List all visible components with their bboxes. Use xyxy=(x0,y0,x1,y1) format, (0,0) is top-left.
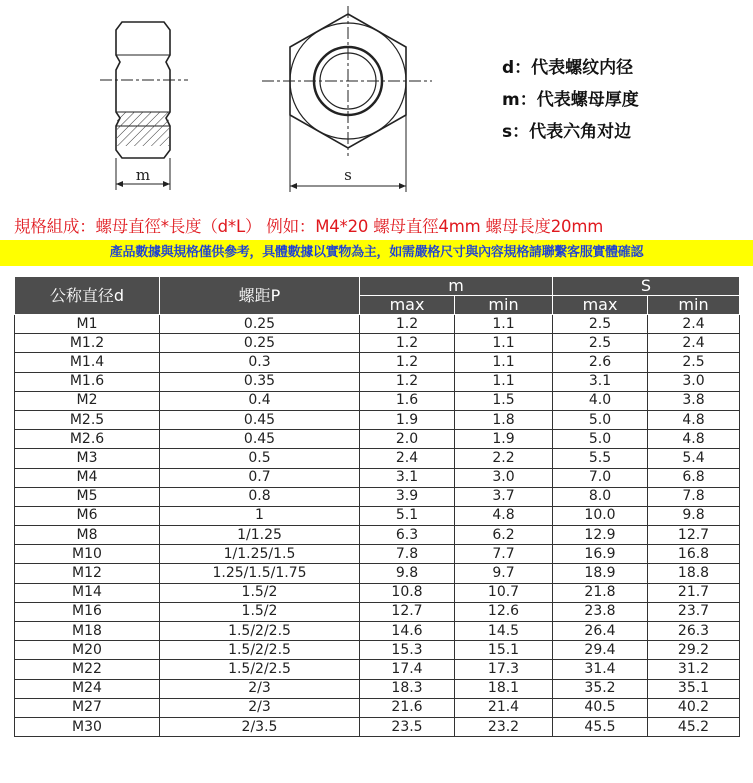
cell-diameter: M6 xyxy=(15,506,160,525)
table-row xyxy=(15,430,740,449)
cell-diameter: M3 xyxy=(15,449,160,468)
cell-pitch: 0.45 xyxy=(160,410,360,429)
cell-s-min: 26.3 xyxy=(648,622,740,641)
cell-s-min: 21.7 xyxy=(648,583,740,602)
cell-m-min: 1.1 xyxy=(455,334,553,353)
spec-table xyxy=(14,276,740,737)
header-s-max: max xyxy=(553,296,648,315)
cell-m-max: 10.8 xyxy=(360,583,455,602)
table-row xyxy=(15,506,740,525)
cell-diameter: M2.6 xyxy=(15,430,160,449)
cell-m-min: 17.3 xyxy=(455,660,553,679)
cell-s-min: 45.2 xyxy=(648,717,740,736)
cell-s-max: 26.4 xyxy=(553,622,648,641)
top-view-label: s xyxy=(344,166,352,184)
dimension-legend xyxy=(502,52,639,148)
cell-pitch: 1 xyxy=(160,506,360,525)
cell-diameter: M30 xyxy=(15,717,160,736)
cell-m-max: 2.4 xyxy=(360,449,455,468)
table-row xyxy=(15,564,740,583)
cell-diameter: M27 xyxy=(15,698,160,717)
cell-diameter: M10 xyxy=(15,545,160,564)
cell-s-min: 7.8 xyxy=(648,487,740,506)
cell-s-max: 23.8 xyxy=(553,602,648,621)
cell-m-max: 1.9 xyxy=(360,410,455,429)
cell-s-max: 5.5 xyxy=(553,449,648,468)
cell-m-max: 1.2 xyxy=(360,372,455,391)
cell-diameter: M24 xyxy=(15,679,160,698)
cell-m-max: 5.1 xyxy=(360,506,455,525)
cell-s-min: 3.0 xyxy=(648,372,740,391)
cell-m-min: 9.7 xyxy=(455,564,553,583)
table-row xyxy=(15,602,740,621)
cell-pitch: 0.3 xyxy=(160,353,360,372)
cell-s-max: 45.5 xyxy=(553,717,648,736)
cell-s-min: 2.4 xyxy=(648,334,740,353)
table-row xyxy=(15,391,740,410)
cell-m-max: 1.2 xyxy=(360,334,455,353)
table-row xyxy=(15,372,740,391)
cell-diameter: M14 xyxy=(15,583,160,602)
cell-diameter: M8 xyxy=(15,526,160,545)
cell-pitch: 1.5/2/2.5 xyxy=(160,641,360,660)
cell-pitch: 1/1.25 xyxy=(160,526,360,545)
cell-m-min: 1.1 xyxy=(455,353,553,372)
cell-s-min: 31.2 xyxy=(648,660,740,679)
hex-nut-drawings xyxy=(0,0,753,205)
cell-m-max: 9.8 xyxy=(360,564,455,583)
cell-s-max: 16.9 xyxy=(553,545,648,564)
cell-m-max: 7.8 xyxy=(360,545,455,564)
cell-m-min: 3.7 xyxy=(455,487,553,506)
cell-m-min: 1.1 xyxy=(455,372,553,391)
cell-m-max: 12.7 xyxy=(360,602,455,621)
spec-table-body xyxy=(15,315,740,737)
cell-m-min: 7.7 xyxy=(455,545,553,564)
cell-diameter: M1.2 xyxy=(15,334,160,353)
cell-pitch: 1.25/1.5/1.75 xyxy=(160,564,360,583)
cell-pitch: 0.35 xyxy=(160,372,360,391)
cell-m-min: 10.7 xyxy=(455,583,553,602)
cell-s-min: 18.8 xyxy=(648,564,740,583)
cell-s-min: 9.8 xyxy=(648,506,740,525)
cell-m-min: 1.8 xyxy=(455,410,553,429)
cell-m-max: 6.3 xyxy=(360,526,455,545)
cell-m-max: 1.6 xyxy=(360,391,455,410)
cell-m-min: 4.8 xyxy=(455,506,553,525)
cell-s-min: 4.8 xyxy=(648,410,740,429)
nut-top-view xyxy=(262,6,432,192)
cell-s-max: 2.6 xyxy=(553,353,648,372)
header-s: S xyxy=(553,277,740,296)
cell-s-max: 40.5 xyxy=(553,698,648,717)
legend-item-d: d：代表螺纹内径 xyxy=(502,58,634,78)
cell-m-min: 1.1 xyxy=(455,315,553,334)
table-row xyxy=(15,641,740,660)
table-row xyxy=(15,315,740,334)
table-row xyxy=(15,679,740,698)
spec-composition-text: 規格組成：螺母直徑*長度（d*L） 例如：M4*20 螺母直徑4mm 螺母長度20mm xyxy=(14,217,604,236)
nut-side-view xyxy=(100,22,188,190)
cell-m-min: 23.2 xyxy=(455,717,553,736)
cell-s-max: 7.0 xyxy=(553,468,648,487)
cell-pitch: 0.45 xyxy=(160,430,360,449)
cell-pitch: 0.25 xyxy=(160,334,360,353)
cell-diameter: M4 xyxy=(15,468,160,487)
cell-m-max: 1.2 xyxy=(360,353,455,372)
cell-pitch: 0.8 xyxy=(160,487,360,506)
cell-diameter: M16 xyxy=(15,602,160,621)
cell-pitch: 1/1.25/1.5 xyxy=(160,545,360,564)
cell-m-min: 15.1 xyxy=(455,641,553,660)
cell-s-max: 4.0 xyxy=(553,391,648,410)
table-row xyxy=(15,526,740,545)
cell-m-max: 18.3 xyxy=(360,679,455,698)
cell-pitch: 2/3 xyxy=(160,698,360,717)
cell-s-min: 35.1 xyxy=(648,679,740,698)
cell-s-min: 2.5 xyxy=(648,353,740,372)
header-m-max: max xyxy=(360,296,455,315)
table-row xyxy=(15,410,740,429)
cell-diameter: M2 xyxy=(15,391,160,410)
cell-s-max: 31.4 xyxy=(553,660,648,679)
legend-item-s: s：代表六角对边 xyxy=(502,122,632,142)
legend-item-m: m：代表螺母厚度 xyxy=(502,90,639,110)
cell-diameter: M1.6 xyxy=(15,372,160,391)
cell-pitch: 0.4 xyxy=(160,391,360,410)
cell-s-max: 2.5 xyxy=(553,315,648,334)
cell-diameter: M1 xyxy=(15,315,160,334)
cell-s-max: 2.5 xyxy=(553,334,648,353)
header-s-min: min xyxy=(648,296,740,315)
cell-s-min: 12.7 xyxy=(648,526,740,545)
cell-m-max: 2.0 xyxy=(360,430,455,449)
cell-diameter: M5 xyxy=(15,487,160,506)
table-row xyxy=(15,583,740,602)
cell-m-max: 15.3 xyxy=(360,641,455,660)
cell-s-min: 3.8 xyxy=(648,391,740,410)
cell-s-max: 29.4 xyxy=(553,641,648,660)
table-row xyxy=(15,698,740,717)
cell-diameter: M2.5 xyxy=(15,410,160,429)
table-row xyxy=(15,449,740,468)
cell-pitch: 0.25 xyxy=(160,315,360,334)
cell-diameter: M22 xyxy=(15,660,160,679)
cell-m-min: 21.4 xyxy=(455,698,553,717)
cell-pitch: 2/3 xyxy=(160,679,360,698)
cell-pitch: 1.5/2/2.5 xyxy=(160,660,360,679)
header-m: m xyxy=(360,277,553,296)
cell-diameter: M12 xyxy=(15,564,160,583)
table-row xyxy=(15,468,740,487)
cell-m-max: 17.4 xyxy=(360,660,455,679)
side-view-label: m xyxy=(135,166,151,184)
cell-s-max: 5.0 xyxy=(553,410,648,429)
cell-m-min: 18.1 xyxy=(455,679,553,698)
cell-s-min: 40.2 xyxy=(648,698,740,717)
cell-m-max: 1.2 xyxy=(360,315,455,334)
cell-s-min: 5.4 xyxy=(648,449,740,468)
cell-diameter: M20 xyxy=(15,641,160,660)
cell-pitch: 1.5/2/2.5 xyxy=(160,622,360,641)
cell-diameter: M1.4 xyxy=(15,353,160,372)
cell-s-max: 18.9 xyxy=(553,564,648,583)
cell-m-max: 3.1 xyxy=(360,468,455,487)
cell-s-max: 10.0 xyxy=(553,506,648,525)
cell-s-max: 3.1 xyxy=(553,372,648,391)
table-row xyxy=(15,487,740,506)
cell-pitch: 1.5/2 xyxy=(160,602,360,621)
cell-m-max: 21.6 xyxy=(360,698,455,717)
table-row xyxy=(15,545,740,564)
table-row xyxy=(15,334,740,353)
table-row xyxy=(15,660,740,679)
cell-s-min: 16.8 xyxy=(648,545,740,564)
header-diameter: 公称直径d xyxy=(15,277,160,315)
cell-m-max: 23.5 xyxy=(360,717,455,736)
cell-s-max: 8.0 xyxy=(553,487,648,506)
cell-m-min: 14.5 xyxy=(455,622,553,641)
header-pitch: 螺距P xyxy=(160,277,360,315)
cell-m-min: 3.0 xyxy=(455,468,553,487)
cell-s-max: 12.9 xyxy=(553,526,648,545)
header-m-min: min xyxy=(455,296,553,315)
cell-m-min: 12.6 xyxy=(455,602,553,621)
cell-s-max: 5.0 xyxy=(553,430,648,449)
cell-m-max: 3.9 xyxy=(360,487,455,506)
cell-m-min: 1.9 xyxy=(455,430,553,449)
cell-s-min: 23.7 xyxy=(648,602,740,621)
cell-s-max: 35.2 xyxy=(553,679,648,698)
cell-s-min: 2.4 xyxy=(648,315,740,334)
cell-pitch: 1.5/2 xyxy=(160,583,360,602)
table-row xyxy=(15,717,740,736)
cell-s-min: 4.8 xyxy=(648,430,740,449)
cell-pitch: 2/3.5 xyxy=(160,717,360,736)
table-row xyxy=(15,353,740,372)
disclaimer-banner: 產品數據與規格僅供參考，具體數據以實物為主，如需嚴格尺寸與內容規格請聯繫客服實體確認 xyxy=(0,240,753,266)
cell-diameter: M18 xyxy=(15,622,160,641)
cell-m-min: 6.2 xyxy=(455,526,553,545)
cell-s-min: 6.8 xyxy=(648,468,740,487)
cell-m-min: 1.5 xyxy=(455,391,553,410)
cell-s-min: 29.2 xyxy=(648,641,740,660)
cell-m-min: 2.2 xyxy=(455,449,553,468)
cell-s-max: 21.8 xyxy=(553,583,648,602)
cell-pitch: 0.7 xyxy=(160,468,360,487)
cell-pitch: 0.5 xyxy=(160,449,360,468)
table-row xyxy=(15,622,740,641)
cell-m-max: 14.6 xyxy=(360,622,455,641)
